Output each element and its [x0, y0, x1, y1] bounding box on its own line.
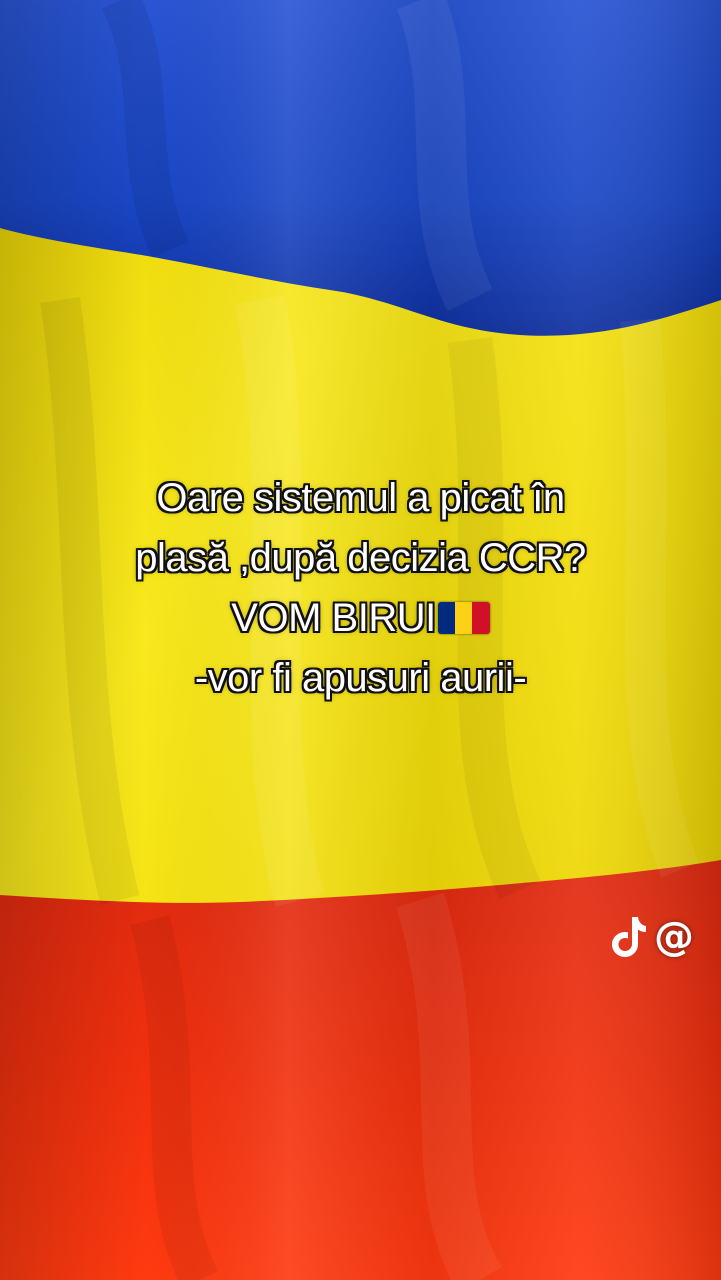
caption-line-1: Oare sistemul a picat în: [156, 476, 565, 520]
caption-line-2: plasă ,după decizia CCR?: [135, 536, 586, 580]
romania-flag-icon: [438, 602, 490, 634]
caption-line-4: -vor fi apusuri aurii-: [194, 656, 527, 700]
tiktok-watermark: [610, 912, 694, 962]
tiktok-icon: [610, 915, 648, 959]
caption-line-3: [20, 588, 701, 648]
caption-text: [20, 468, 701, 708]
watermark-handle: @: [654, 914, 694, 960]
caption-line-3-text: VOM BIRUI: [231, 596, 436, 640]
